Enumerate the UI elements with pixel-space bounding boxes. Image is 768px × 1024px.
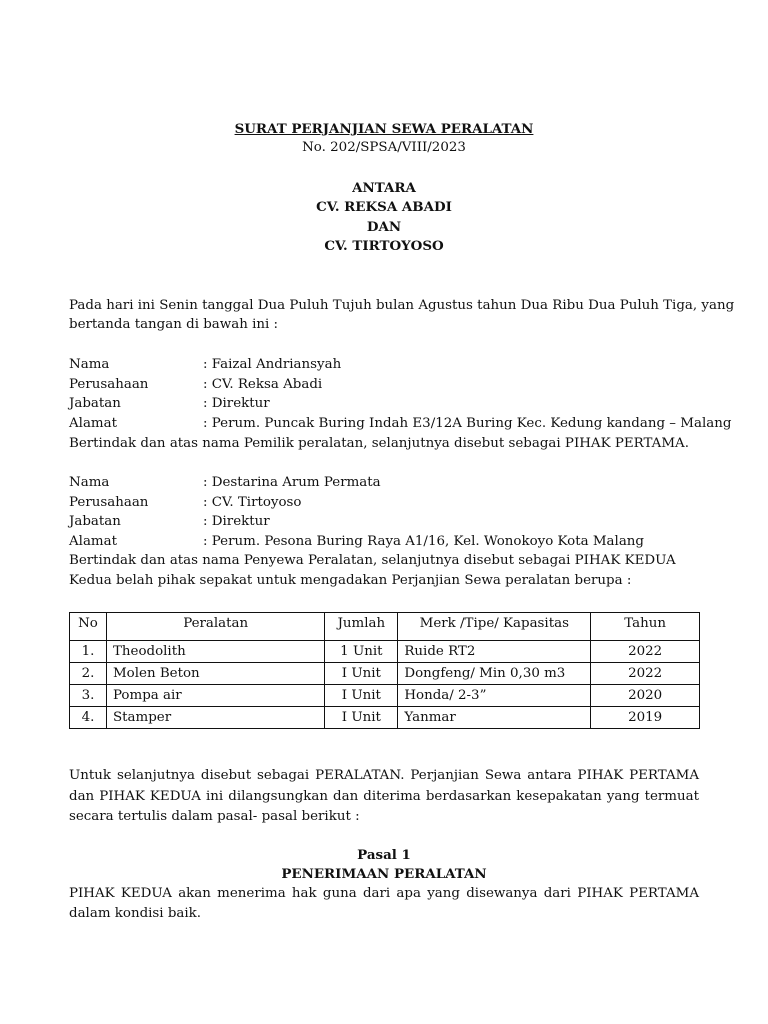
table-row (70, 685, 700, 707)
row-quantity: 1 Unit (325, 641, 398, 663)
row-year: 2022 (591, 641, 700, 663)
second-party-company: : CV. Tirtoyoso (203, 495, 302, 510)
between-label: ANTARA (352, 180, 416, 196)
intro-line-2: bertanda tangan di bawah ini : (69, 317, 279, 332)
second-party-position-label: Jabatan (69, 514, 121, 529)
header-year: Tahun (591, 613, 700, 641)
row-year: 2019 (591, 707, 700, 729)
first-party-address-label: Alamat (69, 416, 117, 431)
first-party-position-label: Jabatan (69, 396, 121, 411)
second-party-name-label: Nama (69, 475, 110, 490)
header-brand-type-capacity: Merk /Tipe/ Kapasitas (398, 613, 591, 641)
second-party-company-label: Perusahaan (69, 495, 149, 510)
row-quantity: I Unit (325, 663, 398, 685)
document-number: No. 202/SPSA/VIII/2023 (302, 140, 466, 155)
paragraph-line-1: Untuk selanjutnya disebut sebagai PERALATAN. Perjanjian Sewa antara PIHAK PERTAMA (69, 768, 699, 783)
table-header-row (70, 613, 700, 641)
document-title: SURAT PERJANJIAN SEWA PERALATAN (234, 121, 534, 137)
first-party-company-label: Perusahaan (69, 377, 149, 392)
row-brand: Ruide RT2 (398, 641, 591, 663)
paragraph-line-3: secara tertulis dalam pasal- pasal berikut : (69, 809, 360, 824)
header-quantity: Jumlah (325, 613, 398, 641)
header-equipment: Peralatan (106, 613, 324, 641)
agreement-line: Kedua belah pihak sepakat untuk mengadakan Perjanjian Sewa peralatan berupa : (69, 573, 632, 588)
row-no: 3. (70, 685, 107, 707)
row-equipment: Pompa air (106, 685, 324, 707)
and-label: DAN (366, 219, 402, 235)
second-party-address: : Perum. Pesona Buring Raya A1/16, Kel. Wonokoyo Kota Malang (203, 534, 645, 549)
row-equipment: Stamper (106, 707, 324, 729)
second-party-statement: Bertindak dan atas nama Penyewa Peralatan, selanjutnya disebut sebagai PIHAK KEDUA (69, 553, 676, 568)
first-party-address: : Perum. Puncak Buring Indah E3/12A Buring Kec. Kedung kandang – Malang (203, 416, 732, 431)
article-1-title: Pasal 1 (357, 847, 411, 863)
first-party-statement: Bertindak dan atas nama Pemilik peralatan, selanjutnya disebut sebagai PIHAK PERTAMA. (69, 436, 689, 451)
row-equipment: Molen Beton (106, 663, 324, 685)
table-row (70, 707, 700, 729)
row-year: 2022 (591, 663, 700, 685)
article-1-line-2: dalam kondisi baik. (69, 906, 202, 921)
article-1-heading: PENERIMAAN PERALATAN (281, 866, 487, 882)
row-no: 1. (70, 641, 107, 663)
second-party-position: : Direktur (203, 514, 270, 529)
row-equipment: Theodolith (106, 641, 324, 663)
first-party-name-label: Nama (69, 357, 110, 372)
row-no: 4. (70, 707, 107, 729)
equipment-table (69, 612, 700, 729)
party-one-name: CV. REKSA ABADI (316, 199, 452, 215)
party-two-name: CV. TIRTOYOSO (324, 238, 444, 254)
article-1-line-1: PIHAK KEDUA akan menerima hak guna dari apa yang disewanya dari PIHAK PERTAMA (69, 886, 699, 901)
first-party-company: : CV. Reksa Abadi (203, 377, 323, 392)
row-quantity: I Unit (325, 685, 398, 707)
table-row (70, 663, 700, 685)
first-party-name: : Faizal Andriansyah (203, 357, 342, 372)
row-brand: Honda/ 2-3” (398, 685, 591, 707)
row-brand: Dongfeng/ Min 0,30 m3 (398, 663, 591, 685)
second-party-name: : Destarina Arum Permata (203, 475, 381, 490)
first-party-position: : Direktur (203, 396, 270, 411)
table-row (70, 641, 700, 663)
header-no: No (70, 613, 107, 641)
row-year: 2020 (591, 685, 700, 707)
second-party-address-label: Alamat (69, 534, 117, 549)
row-no: 2. (70, 663, 107, 685)
row-quantity: I Unit (325, 707, 398, 729)
intro-line-1: Pada hari ini Senin tanggal Dua Puluh Tujuh bulan Agustus tahun Dua Ribu Dua Puluh Tiga, yang (69, 298, 735, 313)
paragraph-line-2: dan PIHAK KEDUA ini dilangsungkan dan diterima berdasarkan kesepakatan yang termuat (69, 789, 699, 804)
row-brand: Yanmar (398, 707, 591, 729)
